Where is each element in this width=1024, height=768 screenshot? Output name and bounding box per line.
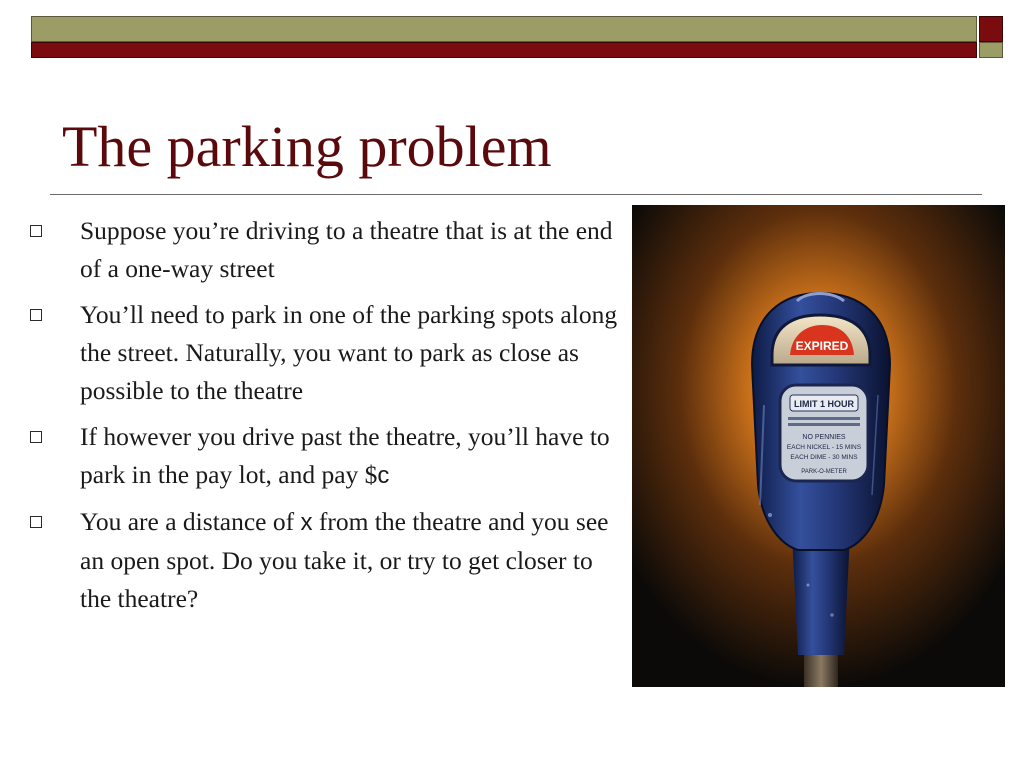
meter-window-text: EXPIRED (795, 339, 849, 353)
bullet-item-3 (28, 418, 618, 495)
slide-title: The parking problem (62, 114, 552, 179)
meter-label-line-2: EACH NICKEL - 15 MINS (786, 444, 862, 451)
square-bullet-icon (30, 309, 42, 321)
meter-brand: PARK-O-METER (801, 469, 847, 475)
bullet-item-2 (28, 296, 618, 410)
parking-meter-photo (632, 205, 1005, 687)
bullet-text: from the theatre and you see an open spot. Do you take it, or try to get closer to the theatre? (80, 507, 609, 613)
meter-label-line-1: NO PENNIES (802, 434, 846, 441)
square-bullet-icon (30, 225, 42, 237)
variable-x: x (300, 509, 313, 536)
bullet-item-4 (28, 503, 618, 618)
parking-meter-illustration (632, 205, 1005, 687)
square-bullet-icon (30, 516, 42, 528)
bullet-text: You’ll need to park in one of the parking spots along the street. Naturally, you want to park as close as possible to the theatre (80, 300, 618, 405)
corner-square-olive (979, 42, 1003, 58)
bullet-text: Suppose you’re driving to a theatre that is at the end of a one-way street (80, 216, 613, 283)
bullet-item-1 (28, 212, 618, 288)
bullet-text: If however you drive past the theatre, you’ll have to park in the pay lot, and pay $ (80, 422, 610, 489)
header-band-red (31, 42, 977, 58)
title-divider (50, 194, 982, 195)
square-bullet-icon (30, 431, 42, 443)
bullet-list (28, 212, 618, 626)
variable-c: c (377, 462, 390, 489)
corner-square-red (979, 16, 1003, 42)
meter-label-line-3: EACH DIME - 30 MINS (790, 454, 858, 461)
header-band-olive (31, 16, 977, 42)
meter-label-main: LIMIT 1 HOUR (794, 399, 854, 409)
bullet-text: You are a distance of (80, 507, 301, 536)
